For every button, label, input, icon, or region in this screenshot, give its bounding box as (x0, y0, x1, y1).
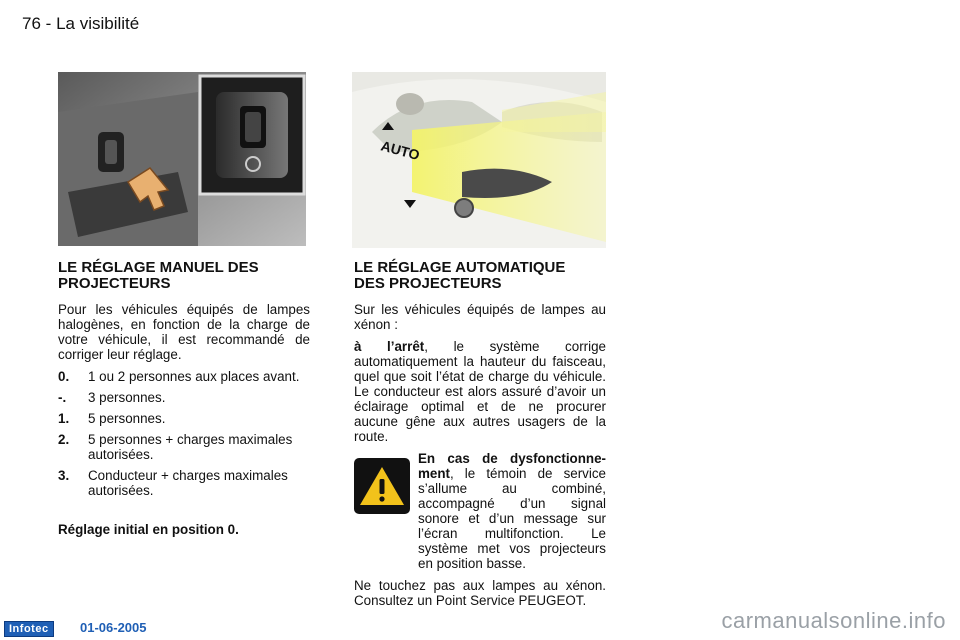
list-item: 3. Conducteur + charges maximales autorisées. (58, 468, 288, 498)
section-title: La visibilité (56, 14, 140, 33)
page-header (22, 14, 139, 34)
list-item: 1. 5 personnes. (58, 411, 166, 426)
initial-setting-note: Réglage initial en position 0. (58, 522, 239, 537)
brand-emblem-icon (396, 93, 424, 115)
list-item: 0. 1 ou 2 personnes aux places avant. (58, 369, 300, 384)
manual-intro: Pour les véhicules équipés de lampes halogènes, en fonction de la charge de votre véhicule, il est recommandé de corriger leur réglage. (58, 302, 310, 362)
auto-label: AUTO (379, 137, 422, 164)
xenon-warning-paragraph: Ne touchez pas aux lampes au xénon. Consultez un Point Service PEUGEOT. (354, 578, 606, 608)
stopped-paragraph: à l’arrêt, le système corrige automatiquement la hauteur du faisceau, quel que soit l’état de charge du véhicule. Le conducteur est alors assuré d’avoir un éclairage optimal et de ne procurer aucune gêne aux autres usagers de la route. (354, 339, 606, 444)
watermark-site: carmanualsonline.info (721, 608, 946, 633)
automatic-adjust-section (354, 260, 606, 615)
header-separator: - (45, 14, 52, 33)
manual-heading: LE RÉGLAGE MANUEL DES PROJECTEURS (58, 259, 259, 292)
warning-triangle-icon (354, 458, 410, 514)
malfunction-paragraph: En cas de dysfonctionne-ment, le témoin de service s’allume au combiné, accompagné d’un signal sonore et d’un message sur l’écran multifonction. Le système met vos projecteurs en position basse. (418, 451, 606, 571)
page-number: 76 (22, 14, 41, 33)
automatic-adjust-image (352, 72, 606, 248)
manual-adjust-image (58, 72, 306, 246)
list-item: 2. 5 personnes + charges maximales autorisées. (58, 432, 293, 462)
manual-adjust-section (58, 260, 310, 544)
malfunction-block (354, 451, 606, 578)
automatic-intro: Sur les véhicules équipés de lampes au xénon : (354, 302, 606, 332)
list-item: -. 3 personnes. (58, 390, 166, 405)
edition-date: 01-06-2005 (80, 620, 147, 635)
infotec-logo: Infotec (4, 621, 54, 637)
automatic-heading: LE RÉGLAGE AUTOMATIQUE DES PROJECTEURS (354, 259, 566, 292)
